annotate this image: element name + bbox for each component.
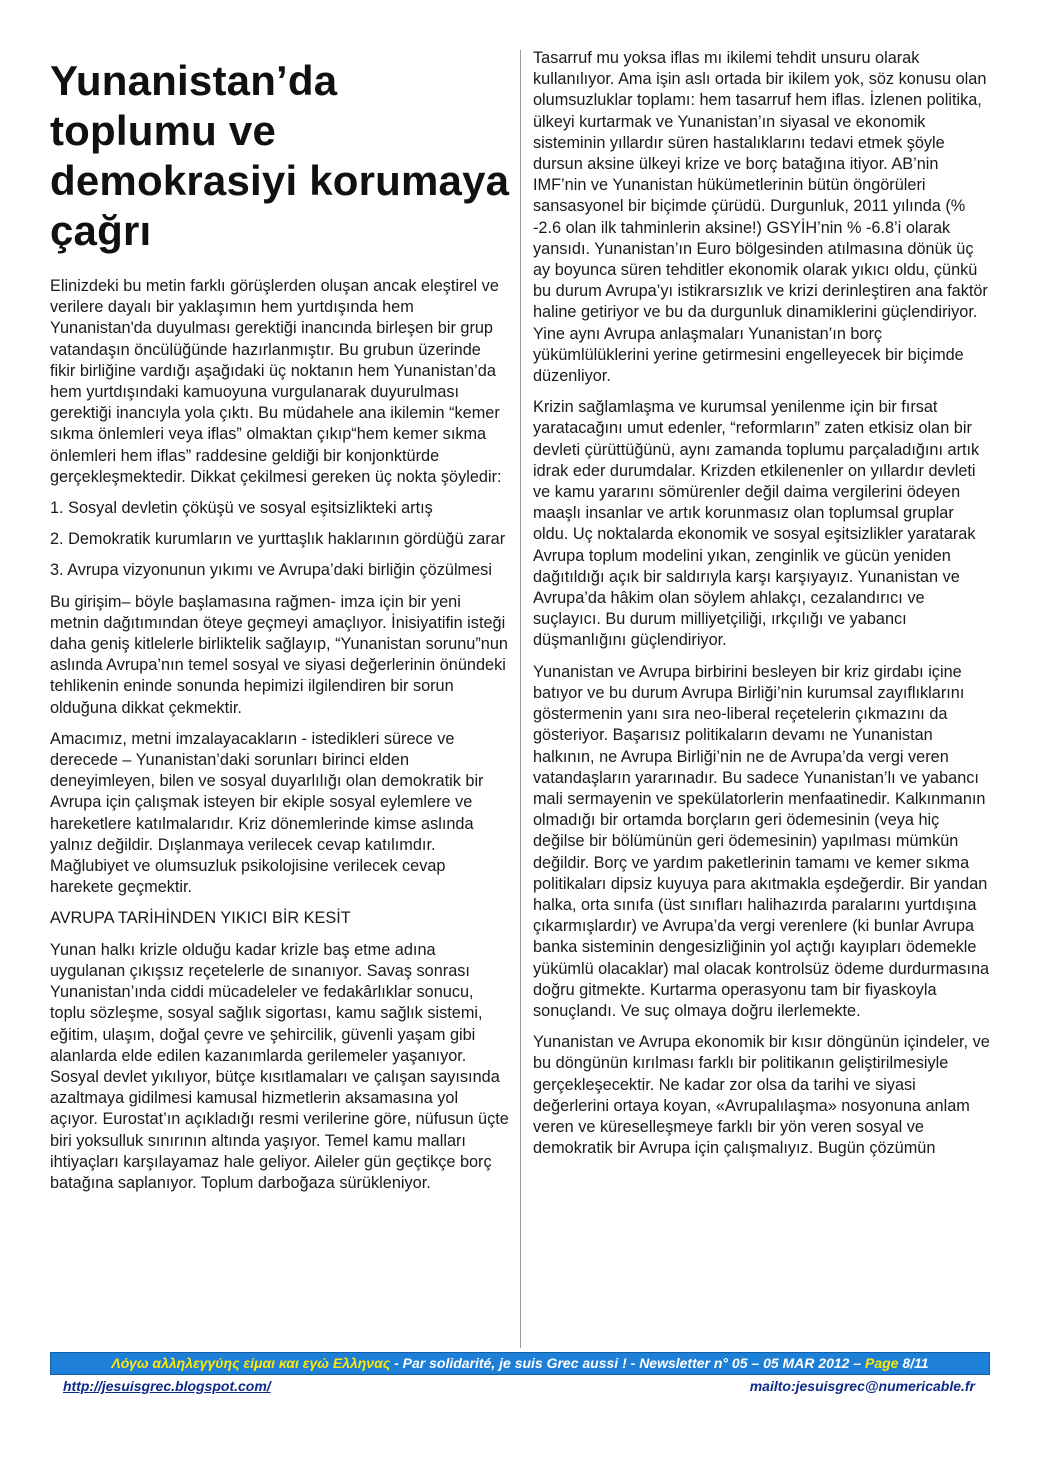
footer-newsletter-info: - Par solidarité, je suis Grec aussi ! - Newsletter n° 05 – 05 MAR 2012 – [390,1355,866,1371]
column-divider [520,50,521,1348]
blog-link[interactable]: http://jesuisgrec.blogspot.com/ [63,1378,271,1394]
mail-link[interactable]: mailto:jesuisgrec@numericable.fr [749,1378,975,1394]
footer-greek-text: Λόγω αλληλεγγύης είμαι και εγώ Ελληνας [111,1355,391,1371]
intro-paragraph: Elinizdeki bu metin farklı görüşlerden oluşan ancak eleştirel ve verilere dayalı bir yaklaşımın hem yurtdışında hem Yunanistan'da duyulması gerektiği inancında birleşen bir grup vatandaşın öncülüğünde hazırlanmıştır. Bu grubun üzerinde fikir birliğine vardığı aşağıdaki üç noktanın hem Yunanistan’da hem yurtdışındaki kamuoyuna vurgulanarak duyurulması gerektiği inancıyla yola çıktı. Bu müdahele ana ikilemin “kemer sıkma önlemleri veya iflas” olmaktan çıkıp“hem kemer sıkma önlemleri hem iflas” raddesine geldiği bir konjonktürde gerçekleşmektedir. Dikkat çekilmesi gereken üç nokta şöyledir: [50,277,502,486]
crisis-spiral-paragraph: Yunanistan ve Avrupa birbirini besleyen bir kriz girdabı içine batıyor ve bu durum Avrupa Birliği’nin kurumsal zayıflıklarını göstermenin yanı sıra neo-liberal reçetelerin çıkmazını da gösteriyor. Başarısız politikaların devamı ne Yunanistan halkının, ne Avrupa Birliği’nin ne de Avrupa’da vergi veren vatandaşların yararınadır. Bu sadece Yunanistan’lı ve yabancı mali sermayenin ve spekülatorlerin menfaatinedir. Kalkınmanın olmadığı bir ortamda borçların geri ödemesinin (veya hiç değilse bir bölümünün geri ödemesinin) yapılması mümkün değildir. Borç ve yardım paketlerinin tamamı ve kemer sıkma politikaları dipsiz kuyuya para akıtmakla eşdeğerdir. Bir yandan halka, orta sınıfa (üst sınıfları halihazırda paralarını yurtdışına çıkarmışlardır) ve Avrupa’da vergi verenlere (ki bunlar Avrupa banka sisteminin dengesizliğinin yol açtığı kayıpları ödemekle yükümlü olacaklar) mal olacak kontrolsüz ödeme durdurmasına doğru gitmekte. Kurtarma operasyonu tam bir fiyaskoyla sonuçlandı. Ve suç olmaya doğru ilerlemekte. [533,662,990,1020]
footer-links [63,1378,975,1398]
aim-paragraph: Amacımız, metni imzalayacakların - istedikleri sürece ve derecede – Yunanistan’daki sorunları birinci elden deneyimleyen, bilen ve sosyal duyarlılığı olan demokratik bir Avrupa için çalışmak isteyen bir ekiple sosyal eylemlere ve hareketlere katılmalarıdır. Kriz dönemlerinde kimse aslında yalnız değildir. Dışlanmaya verilecek cevap katılımdır. Mağlubiyet ve olumsuzluk psikolojisine verilecek cevap harekete geçmektir. [50,729,484,897]
right-column [533,48,993,1169]
article-title: Yunanistan’da toplumu ve demokrasiyi korumaya çağrı [50,57,510,254]
footer-page-number: 8/11 [898,1355,929,1371]
greek-people-paragraph: Yunan halkı krizle olduğu kadar krizle baş etme adına uygulanan çıkışsız reçetelerle de sınanıyor. Savaş sonrası Yunanistan’ında ciddi mücadeleler ve fedakârlıklar sonucu, toplu sözleşme, sosyal sağlık sigortası, kamu sağlık sistemi, eğitim, ulaşım, doğal çevre ve şehircilik, güvenli yaşam gibi alanlarda elde edilen kazanımlarda gerilemeler yaşanıyor. Sosyal devlet yıkılıyor, bütçe kısıtlamaları ve çalışan sayısında azaltmaya gidilmesi kamusal hizmetlerin aksamasına yol açıyor. Eurostat’ın açıkladığı resmi verilerine göre, nüfusun üçte biri yoksulluk sınırının altında yaşıyor. Temel kamu malları ihtiyaçları karşılayamaz hale geliyor. Aileler gün geçtikçe borç batağına saplanıyor. Toplum darboğaza sürükleniyor. [50,940,509,1192]
point-3: 3. Avrupa vizyonunun yıkımı ve Avrupa’daki birliğin çözülmesi [50,561,492,580]
vicious-circle-paragraph: Yunanistan ve Avrupa ekonomik bir kısır döngünün içindeler, ve bu döngünün kırılması farklı bir politikanın geliştirilmesiyle gerçekleşecektir. Ne kadar zor olsa da tarihi ve siyasi değerlerini ortaya koyan, «Avrupalılaşma» nosyonuna anlam veren ve küreselleşmeye farklı bir yön veren sosyal ve demokratik bir Avrupa için çalışmalıyız. Bugün çözümün [533,1033,990,1158]
point-1: 1. Sosyal devletin çöküşü ve sosyal eşitsizlikteki artış [50,499,433,518]
footer-page-label: Page [865,1355,899,1371]
newsletter-footer-bar [50,1352,990,1375]
austerity-paragraph: Tasarruf mu yoksa iflas mı ikilemi tehdit unsuru olarak kullanılıyor. Ama işin aslı ortada bir ikilem yok, söz konusu olan olumsuzluklar toplamı: hem tasarruf hem iflas. İzlenen politika, ülkeyi kurtarmak ve Yunanistan’ın siyasal ve ekonomik sisteminin yıllardır süren hastalıklarını tedavi etmek şöyle dursun aksine ülkeyi krize ve borç batağına itiyor. AB’nin IMF’nin ve Yunanistan hükümetlerinin bütün öngörüleri sansasyonel bir biçimde çürüdü. Durgunluk, 2011 yılında (% -2.6 olan ilk tahminlerin aksine!) GSYİH’nin % -6.8’i olarak yansıdı. Yunanistan’ın Euro bölgesinden atılmasına dönük üç ay boyunca süren tehditler ekonomik olarak yıkıcı oldu, çünkü bu durum Avrupa’yı istikrarsızlık ve krizi derinleştiren ana faktör haline getiriyor ve bu da durgunluk dinamiklerini güçlendiriyor. Yine aynı Avrupa anlaşmaları Yunanistan’ın borç yükümlülüklerini yerine getirmesini engelleyecek bir biçimde düzenliyor. [533,49,988,386]
left-column [50,48,510,1204]
point-2: 2. Demokratik kurumların ve yurttaşlık haklarının gördüğü zarar [50,530,506,549]
reform-paragraph: Krizin sağlamlaşma ve kurumsal yenilenme için bir fırsat yaratacağını umut edenler, “reformların” zaten etkisiz olan bir devleti çürüttüğünü, aynı zamanda toplumu parçaladığını artık idrak eder durumdalar. Krizden etkilenenler on yıllardır devleti ve kamu yararını sömürenler değil daima vergilerini ödeyen maaşlı insanlar ve artık korunmasız olan toplumsal gruplar oldu. Uç noktalarda ekonomik ve sosyal eşitsizlikler yaratarak Avrupa toplum modelini yıkan, zenginlik ve gücün yeniden dağıtıldığı açık bir saldırıyla karşı karşıyayız. Yunanistan ve Avrupa’da hâkim olan söylem ahlakçı, cezalandırıcı ve suçlayıcı. Bu durum milliyetçiliği, ırkçılığı ve yabancı düşmanlığını güçlendiriyor. [533,398,980,650]
section-heading: AVRUPA TARİHİNDEN YIKICI BİR KESİT [50,909,351,928]
initiative-paragraph: Bu girişim– böyle başlamasına rağmen- imza için bir yeni metnin dağıtımından öteye geçmeyi amaçlıyor. İnisiyatifin isteği daha geniş kitlelerle birliktelik sağlayıp, “Yunanistan sorunu”nun aslında Avrupa’nın temel sosyal ve siyasi değerlerinin önündeki tehlikenin eninde sonunda hepimizi ilgilendiren bir sorun olduğuna dikkat çekmektir. [50,592,508,717]
